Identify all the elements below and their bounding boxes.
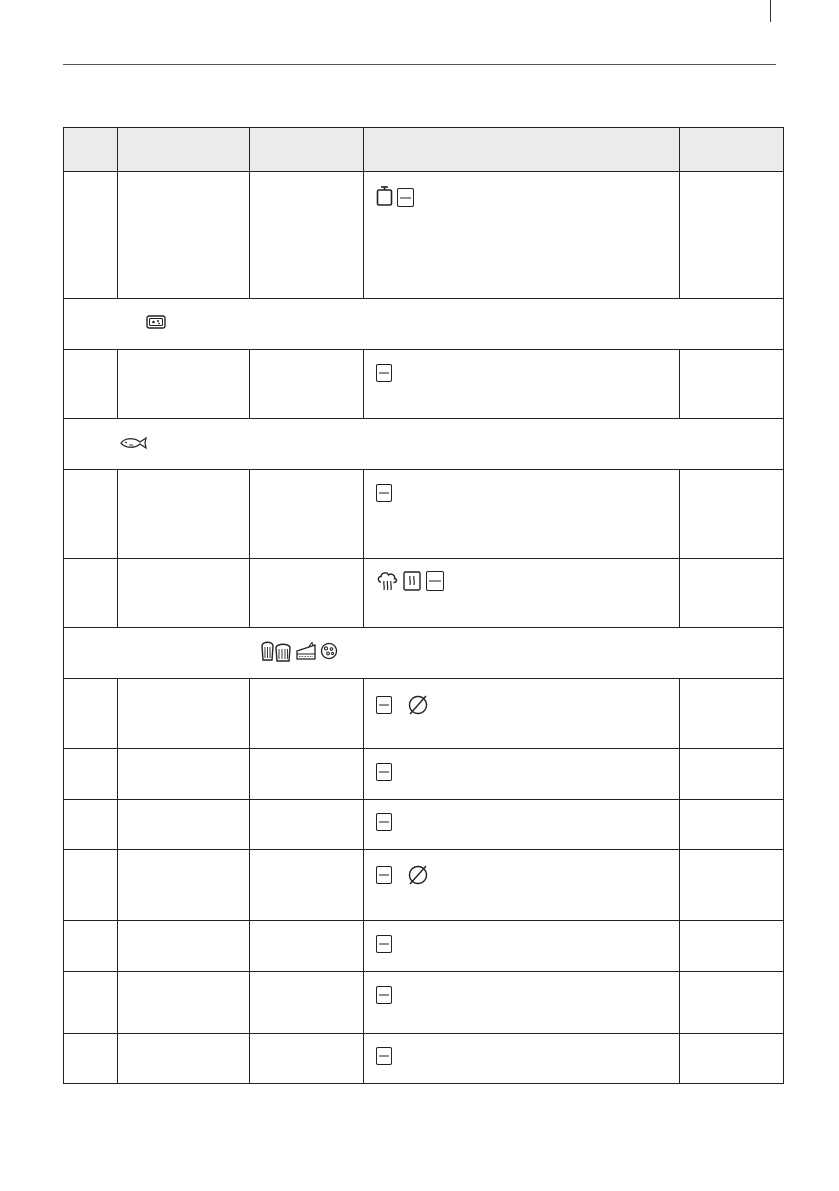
cell-weight [250, 470, 364, 559]
cell-number [64, 559, 118, 628]
header-cell-food [118, 128, 250, 172]
cell-food [118, 850, 250, 921]
table-row [64, 921, 784, 972]
table-row [64, 1034, 784, 1084]
cake-icon [295, 641, 317, 661]
cell-function [364, 800, 680, 850]
cell-food [118, 972, 250, 1034]
top-bottom-heat-icon [376, 763, 392, 781]
cell-function [364, 749, 680, 800]
cell-weight [250, 1034, 364, 1084]
header-cell-shelf [680, 128, 784, 172]
cell-number [64, 850, 118, 921]
cell-number [64, 679, 118, 749]
cell-shelf [680, 800, 784, 850]
cell-shelf [680, 172, 784, 299]
cell-function [364, 350, 680, 419]
cell-shelf [680, 749, 784, 800]
cell-weight [250, 749, 364, 800]
cell-number [64, 470, 118, 559]
top-bottom-heat-icon [376, 1047, 392, 1065]
cell-weight [250, 172, 364, 299]
cell-food [118, 749, 250, 800]
section-row-fish [64, 419, 784, 470]
cell-function [364, 972, 680, 1034]
cell-food [118, 470, 250, 559]
section-row-meat [64, 299, 784, 350]
cell-function [364, 559, 680, 628]
cell-food [118, 1034, 250, 1084]
cell-weight [250, 850, 364, 921]
header-cell-weight [250, 128, 364, 172]
top-bottom-heat-icon [397, 188, 414, 207]
section-cell [64, 419, 784, 470]
section-label-wrap [64, 299, 783, 330]
header-cell-function [364, 128, 680, 172]
table-row [64, 350, 784, 419]
cell-food [118, 921, 250, 972]
cell-shelf [680, 850, 784, 921]
cell-shelf [680, 972, 784, 1034]
cell-number [64, 800, 118, 850]
cell-shelf [680, 921, 784, 972]
cell-food [118, 172, 250, 299]
section-row-baking [64, 628, 784, 679]
cell-shelf [680, 1034, 784, 1084]
top-bottom-heat-icon [376, 866, 392, 884]
timer-icon [376, 185, 393, 207]
cell-food [118, 350, 250, 419]
cell-function [364, 172, 680, 299]
cell-function [364, 1034, 680, 1084]
section-label-wrap [64, 419, 783, 450]
top-bottom-heat-icon [376, 696, 392, 714]
diameter-icon [406, 863, 430, 887]
top-bottom-heat-icon [376, 364, 392, 382]
section-cell [64, 628, 784, 679]
table-row [64, 850, 784, 921]
steam-element-icon [403, 571, 421, 591]
header-rule [63, 64, 776, 65]
food-tray-icon [146, 314, 783, 330]
cell-function [364, 679, 680, 749]
cell-shelf [680, 470, 784, 559]
cell-number [64, 972, 118, 1034]
cell-weight [250, 921, 364, 972]
table-row [64, 559, 784, 628]
cell-number [64, 749, 118, 800]
corner-crop-mark [770, 0, 771, 22]
cell-weight [250, 559, 364, 628]
table-row [64, 972, 784, 1034]
section-cell [64, 299, 784, 350]
cell-function [364, 470, 680, 559]
programme-table [63, 127, 784, 1084]
cell-weight [250, 679, 364, 749]
cell-shelf [680, 350, 784, 419]
cell-number [64, 921, 118, 972]
table-header-row [64, 128, 784, 172]
cookie-icon [320, 642, 338, 660]
cell-function [364, 850, 680, 921]
top-bottom-heat-icon [376, 935, 392, 953]
table-row [64, 749, 784, 800]
fish-icon [119, 436, 783, 450]
cell-weight [250, 350, 364, 419]
cell-weight [250, 972, 364, 1034]
table-row [64, 470, 784, 559]
section-label-wrap [64, 628, 783, 662]
header-cell-number [64, 128, 118, 172]
top-bottom-heat-icon [426, 571, 444, 591]
cell-shelf [680, 679, 784, 749]
cell-food [118, 800, 250, 850]
cell-food [118, 679, 250, 749]
table-row [64, 172, 784, 299]
cell-number [64, 1034, 118, 1084]
cell-weight [250, 800, 364, 850]
table-row [64, 679, 784, 749]
cell-food [118, 559, 250, 628]
top-bottom-heat-icon [376, 986, 392, 1004]
cell-shelf [680, 559, 784, 628]
pastry-icon [260, 640, 292, 662]
cell-number [64, 350, 118, 419]
cell-number [64, 172, 118, 299]
top-bottom-heat-icon [376, 813, 392, 831]
cell-function [364, 921, 680, 972]
steam-cloud-icon [376, 570, 398, 592]
table-row [64, 800, 784, 850]
top-bottom-heat-icon [376, 484, 392, 502]
diameter-icon [406, 693, 430, 717]
